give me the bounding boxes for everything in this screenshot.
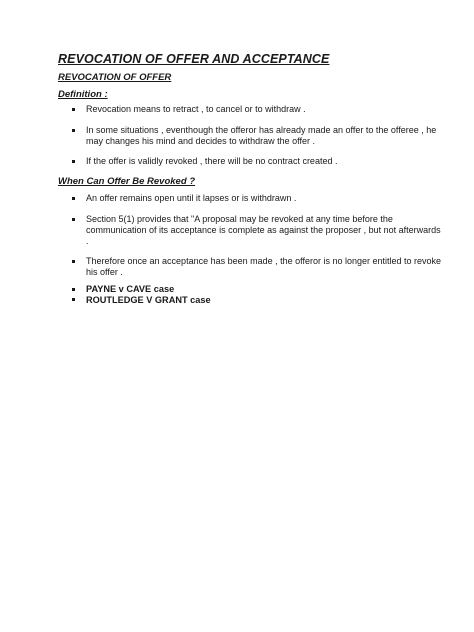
list-item bbox=[72, 156, 442, 167]
list-item-text: Section 5(1) provides that "A proposal may be revoked at any time before the communication of its acceptance is complete as against the proposer , but not afterwards . bbox=[86, 214, 441, 246]
list-item-text: If the offer is validly revoked , there will be no contract created . bbox=[86, 156, 338, 166]
bullet-icon bbox=[72, 160, 75, 163]
bullet-icon bbox=[72, 298, 75, 301]
definition-list bbox=[72, 104, 442, 167]
bullet-icon bbox=[72, 288, 75, 291]
bullet-icon bbox=[72, 108, 75, 111]
case-item bbox=[72, 295, 442, 306]
list-item bbox=[72, 256, 442, 278]
list-item-text: Revocation means to retract , to cancel or to withdraw . bbox=[86, 104, 306, 114]
list-item bbox=[72, 193, 442, 204]
bullet-icon bbox=[72, 197, 75, 200]
bullet-icon bbox=[72, 129, 75, 132]
bullet-icon bbox=[72, 260, 75, 263]
definition-heading: Definition : bbox=[58, 89, 108, 100]
list-item-text: In some situations , eventhough the offeror has already made an offer to the offeree , he may changes his mind and decides to withdraw the offer . bbox=[86, 125, 437, 146]
revoke-heading: When Can Offer Be Revoked ? bbox=[58, 176, 196, 187]
list-item bbox=[72, 125, 442, 147]
case-item bbox=[72, 284, 442, 295]
case-item-text: ROUTLEDGE V GRANT case bbox=[86, 294, 211, 305]
case-item-text: PAYNE v CAVE case bbox=[86, 284, 175, 294]
list-item-text: Therefore once an acceptance has been made , the offeror is no longer entitled to revoke his offer . bbox=[86, 256, 442, 277]
list-item-text: An offer remains open until it lapses or is withdrawn . bbox=[86, 193, 297, 203]
section-heading-revocation: REVOCATION OF OFFER bbox=[58, 72, 172, 83]
revoke-list bbox=[72, 193, 442, 278]
case-list bbox=[72, 284, 442, 305]
bullet-icon bbox=[72, 218, 75, 221]
list-item bbox=[72, 104, 442, 115]
list-item bbox=[72, 214, 442, 247]
document-title: REVOCATION OF OFFER AND ACCEPTANCE bbox=[58, 52, 330, 66]
